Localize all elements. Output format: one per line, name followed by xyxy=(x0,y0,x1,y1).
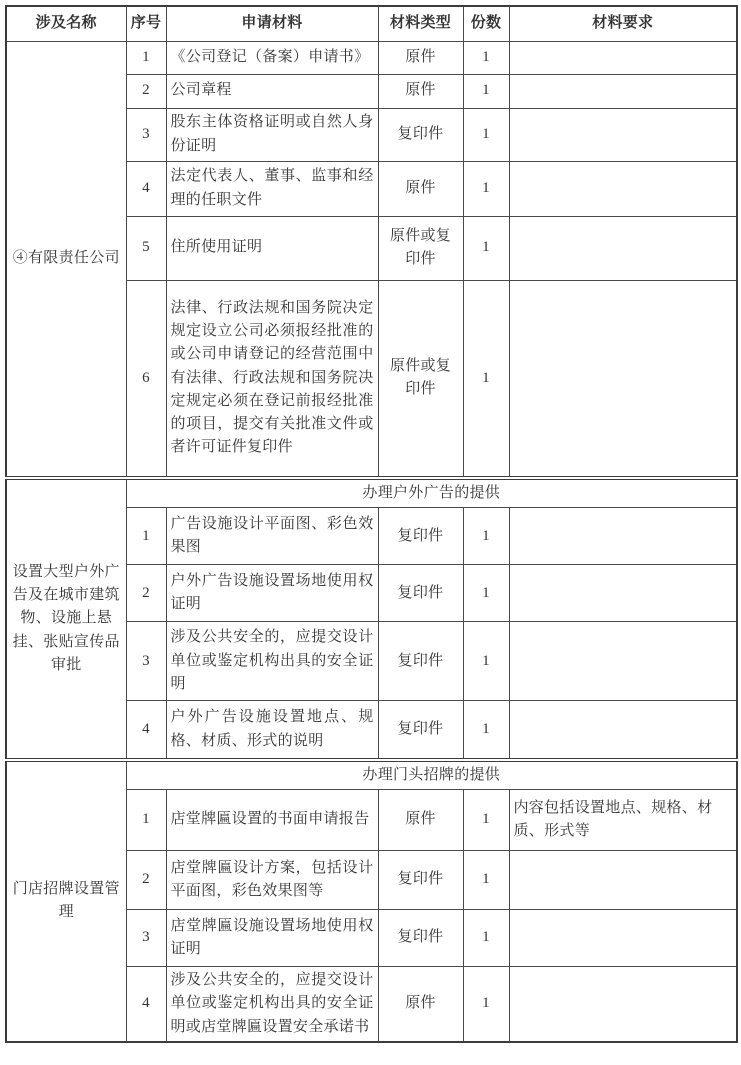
requirement-cell xyxy=(509,967,737,1042)
material-cell: 涉及公共安全的，应提交设计单位或鉴定机构出具的安全证明或店堂牌匾设置安全承诺书 xyxy=(166,967,378,1042)
seq-cell: 4 xyxy=(126,701,166,760)
seq-cell: 3 xyxy=(126,108,166,161)
section-limited-liability-company xyxy=(6,41,737,478)
copies-cell: 1 xyxy=(463,74,509,108)
material-cell: 法定代表人、董事、监事和经理的任职文件 xyxy=(166,161,378,216)
copies-cell: 1 xyxy=(463,161,509,216)
requirement-cell xyxy=(509,41,737,74)
type-cell: 原件或复印件 xyxy=(378,216,463,280)
material-cell: 公司章程 xyxy=(166,74,378,108)
requirement-cell xyxy=(509,74,737,108)
seq-cell: 2 xyxy=(126,851,166,910)
material-cell: 店堂牌匾设计方案，包括设计平面图，彩色效果图等 xyxy=(166,851,378,910)
header-seq-no: 序号 xyxy=(126,6,166,41)
requirement-cell xyxy=(509,851,737,910)
copies-cell: 1 xyxy=(463,508,509,565)
material-cell: 户外广告设施设置地点、规格、材质、形式的说明 xyxy=(166,701,378,760)
section-name-cell: ④有限责任公司 xyxy=(6,41,126,478)
header-involved-name: 涉及名称 xyxy=(6,6,126,41)
copies-cell: 1 xyxy=(463,790,509,851)
requirement-cell xyxy=(509,622,737,701)
seq-cell: 1 xyxy=(126,41,166,74)
section-span-header: 办理门头招牌的提供 xyxy=(126,760,737,790)
copies-cell: 1 xyxy=(463,108,509,161)
seq-cell: 4 xyxy=(126,967,166,1042)
type-cell: 原件 xyxy=(378,967,463,1042)
requirement-cell xyxy=(509,910,737,967)
seq-cell: 6 xyxy=(126,280,166,478)
section-span-row xyxy=(6,760,737,790)
type-cell: 复印件 xyxy=(378,851,463,910)
table-row xyxy=(6,41,737,74)
material-cell: 店堂牌匾设施设置场地使用权证明 xyxy=(166,910,378,967)
section-outdoor-advertising xyxy=(6,478,737,760)
copies-cell: 1 xyxy=(463,41,509,74)
header-application-material: 申请材料 xyxy=(166,6,378,41)
table-header-row xyxy=(6,6,737,41)
header-material-type: 材料类型 xyxy=(378,6,463,41)
section-name-cell: 设置大型户外广告及在城市建筑物、设施上悬挂、张贴宣传品审批 xyxy=(6,478,126,760)
type-cell: 原件或复印件 xyxy=(378,280,463,478)
material-cell: 股东主体资格证明或自然人身份证明 xyxy=(166,108,378,161)
seq-cell: 1 xyxy=(126,790,166,851)
type-cell: 原件 xyxy=(378,74,463,108)
requirement-cell xyxy=(509,280,737,478)
material-cell: 涉及公共安全的，应提交设计单位或鉴定机构出具的安全证明 xyxy=(166,622,378,701)
copies-cell: 1 xyxy=(463,851,509,910)
material-cell: 住所使用证明 xyxy=(166,216,378,280)
seq-cell: 3 xyxy=(126,910,166,967)
requirement-cell xyxy=(509,565,737,622)
material-cell: 广告设施设计平面图、彩色效果图 xyxy=(166,508,378,565)
copies-cell: 1 xyxy=(463,910,509,967)
section-name-cell: 门店招牌设置管理 xyxy=(6,760,126,1042)
requirement-cell xyxy=(509,508,737,565)
seq-cell: 4 xyxy=(126,161,166,216)
copies-cell: 1 xyxy=(463,622,509,701)
material-cell: 户外广告设施设置场地使用权证明 xyxy=(166,565,378,622)
type-cell: 原件 xyxy=(378,41,463,74)
section-span-header: 办理户外广告的提供 xyxy=(126,478,737,508)
copies-cell: 1 xyxy=(463,280,509,478)
seq-cell: 1 xyxy=(126,508,166,565)
material-cell: 法律、行政法规和国务院决定规定设立公司必须报经批准的或公司申请登记的经营范围中有法律、行政法规和国务院决定规定必须在登记前报经批准的项目，提交有关批准文件或者许可证件复印件 xyxy=(166,280,378,478)
type-cell: 复印件 xyxy=(378,108,463,161)
type-cell: 复印件 xyxy=(378,910,463,967)
type-cell: 原件 xyxy=(378,161,463,216)
material-cell: 《公司登记（备案）申请书》 xyxy=(166,41,378,74)
section-span-row xyxy=(6,478,737,508)
seq-cell: 2 xyxy=(126,565,166,622)
copies-cell: 1 xyxy=(463,565,509,622)
requirement-cell: 内容包括设置地点、规格、材质、形式等 xyxy=(509,790,737,851)
header-material-requirement: 材料要求 xyxy=(509,6,737,41)
requirement-cell xyxy=(509,701,737,760)
copies-cell: 1 xyxy=(463,701,509,760)
type-cell: 复印件 xyxy=(378,701,463,760)
type-cell: 复印件 xyxy=(378,565,463,622)
seq-cell: 3 xyxy=(126,622,166,701)
type-cell: 复印件 xyxy=(378,622,463,701)
material-cell: 店堂牌匾设置的书面申请报告 xyxy=(166,790,378,851)
copies-cell: 1 xyxy=(463,216,509,280)
seq-cell: 2 xyxy=(126,74,166,108)
type-cell: 原件 xyxy=(378,790,463,851)
requirement-cell xyxy=(509,216,737,280)
seq-cell: 5 xyxy=(126,216,166,280)
requirement-cell xyxy=(509,108,737,161)
header-copies: 份数 xyxy=(463,6,509,41)
requirement-cell xyxy=(509,161,737,216)
type-cell: 复印件 xyxy=(378,508,463,565)
copies-cell: 1 xyxy=(463,967,509,1042)
section-shop-signboard xyxy=(6,760,737,1042)
application-materials-table xyxy=(5,5,738,1043)
